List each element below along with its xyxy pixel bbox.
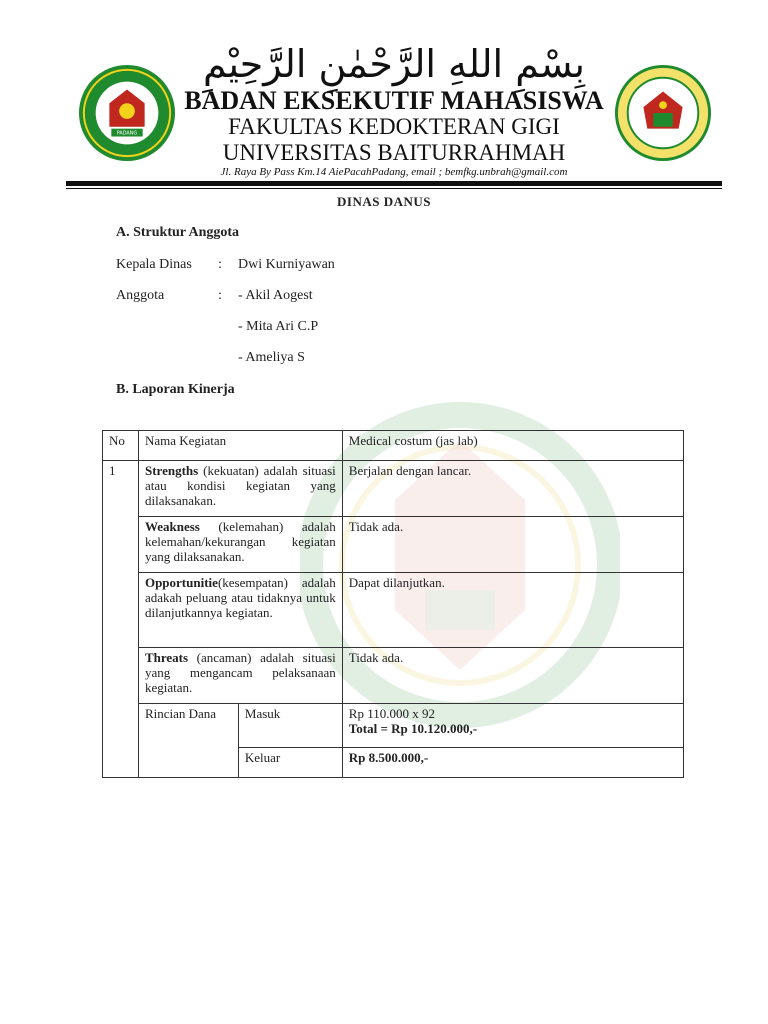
header-rule-thin — [66, 188, 722, 189]
masuk-calc: Rp 110.000 x 92 — [348, 706, 435, 721]
anggota-member: - Akil Aogest — [238, 288, 313, 303]
university-logo-icon — [614, 64, 712, 162]
threats-keyword: Threats — [144, 650, 189, 665]
address-line: Jl. Raya By Pass Km.14 AiePacahPadang, email ; bemfkg.unbrah@gmail.com — [220, 166, 568, 178]
anggota-colon: : — [218, 288, 222, 303]
table-row — [103, 704, 684, 748]
masuk-label: Masuk — [238, 704, 342, 748]
weakness-desc: (kelemahan) adalah kelemahan/kekurangan kegiatan yang dilaksanakan. — [144, 519, 336, 564]
header-nama-kegiatan: Nama Kegiatan — [138, 431, 342, 461]
document-title: DINAS DANUS — [337, 194, 431, 209]
keluar-value: Rp 8.500.000,- — [342, 748, 683, 778]
laporan-kinerja-table — [102, 430, 684, 778]
section-a-heading: A. Struktur Anggota — [116, 225, 240, 240]
org-name: BADAN EKSEKUTIF MAHASISWA — [184, 86, 604, 115]
threats-value: Tidak ada. — [342, 648, 683, 704]
kepala-dinas-colon: : — [218, 257, 222, 272]
opportunities-keyword: Opportunitie — [144, 575, 218, 590]
table-header-row — [103, 431, 684, 461]
strengths-keyword: Strengths — [144, 463, 199, 478]
masuk-total: Total = Rp 10.120.000,- — [348, 721, 478, 736]
table-row — [103, 461, 684, 517]
opportunities-value: Dapat dilanjutkan. — [342, 573, 683, 648]
table-row — [103, 517, 684, 573]
header-no: No — [103, 431, 139, 461]
row-number: 1 — [103, 461, 139, 778]
anggota-member: - Mita Ari C.P — [238, 319, 319, 334]
faculty-name: FAKULTAS KEDOKTERAN GIGI — [228, 114, 560, 139]
masuk-value-cell — [342, 704, 683, 748]
kepala-dinas-value: Dwi Kurniyawan — [238, 257, 335, 272]
weakness-keyword: Weakness — [144, 519, 200, 534]
table-row — [103, 573, 684, 648]
table-row — [103, 648, 684, 704]
keluar-label: Keluar — [238, 748, 342, 778]
rincian-dana-label: Rincian Dana — [138, 704, 238, 778]
threats-cell — [138, 648, 342, 704]
basmala-calligraphy: بِسْمِ اللهِ الرَّحْمٰنِ الرَّحِيْمِ — [203, 42, 585, 86]
section-b-heading: B. Laporan Kinerja — [116, 382, 235, 397]
opportunities-desc: (kesempatan) adalah adakah peluang atau tidaknya untuk dilanjutkannya kegiatan. — [144, 575, 336, 620]
weakness-value: Tidak ada. — [342, 517, 683, 573]
university-name: UNIVERSITAS BAITURRAHMAH — [222, 140, 566, 165]
weakness-cell — [138, 517, 342, 573]
threats-desc: (ancaman) adalah situasi yang mengancam pelaksanaan kegiatan. — [144, 650, 336, 695]
opportunities-cell — [138, 573, 342, 648]
logo-banner-text: PADANG — [116, 130, 138, 137]
kepala-dinas-label: Kepala Dinas — [116, 257, 192, 272]
header-kegiatan-name: Medical costum (jas lab) — [342, 431, 683, 461]
header-rule-thick — [66, 181, 722, 186]
strengths-cell — [138, 461, 342, 517]
anggota-member: - Ameliya S — [238, 350, 305, 365]
strengths-value: Berjalan dengan lancar. — [342, 461, 683, 517]
letterhead — [66, 40, 722, 190]
strengths-desc: (kekuatan) adalah situasi atau kondisi kegiatan yang dilaksanakan. — [144, 463, 336, 508]
anggota-label: Anggota — [116, 288, 165, 303]
